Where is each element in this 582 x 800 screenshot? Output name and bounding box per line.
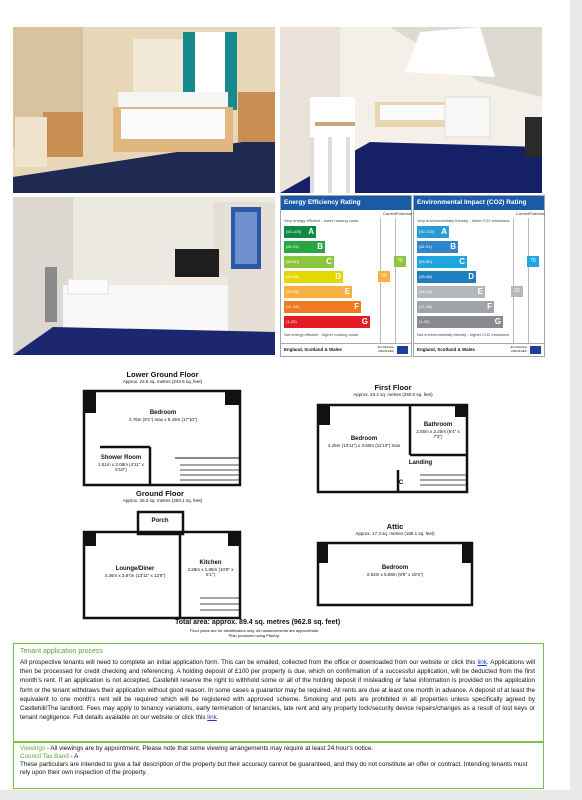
env-chart-title: Environmental Impact (CO2) Rating [414,196,544,210]
band-range: (39-54) [419,289,432,294]
room-porch [140,518,180,525]
band-range: (39-54) [286,289,299,294]
room-dims: 2.76m (9'1") max x 5.43m (17'10") [129,417,197,422]
band-range: (69-80) [419,259,432,264]
band-letter: C [326,257,332,266]
energy-potential-rating: 75 [394,256,406,267]
disclaimer-line: Plan produced using PlanUp. [228,633,281,638]
potential-col-label: Potential [529,211,545,216]
energy-bottom-note: Not energy efficient - higher running costs [284,332,358,337]
band-letter: D [468,272,474,281]
ground-floor-title: Ground Floor [136,489,184,498]
viewings-line [20,745,535,753]
council-text: - A [68,753,79,760]
band-letter: D [335,272,341,281]
band-range: (92-100) [286,229,302,234]
room-bedroom-first [324,436,404,448]
council-line [20,753,535,761]
band-letter: E [477,287,483,296]
full-details-link[interactable]: link [207,714,217,722]
attic-title: Attic [386,522,404,531]
energy-current-rating: 56 [378,271,390,282]
disclaimer-line: Floor plans are for identification only. All measurements are approximate. [190,628,320,633]
floorplan-disclaimer [190,628,319,638]
band-letter: B [317,242,323,251]
room-dims: 4.25m (13'11") x 3.60m (11'10") max [327,443,401,448]
room-name: Bathroom [423,422,453,428]
room-name: Shower Room [100,455,142,461]
room-dims: 1.51m x 2.08m (4'11" x 6'10") [98,462,144,472]
room-landing [398,460,443,467]
tenant-text: . [216,714,219,722]
band-letter: A [308,227,314,236]
lower-ground-area: Approx. 22.6 sq. metres (243.6 sq. feet) [122,379,203,384]
room-dims: 2.94m x 5.88m (9'8" x 19'3") [366,572,424,577]
band-letter: F [354,302,359,311]
env-bottom-note: Not environmentally friendly - higher CO2 emissions [417,332,510,337]
band-range: (55-68) [419,274,432,279]
tenant-text: All prospective tenants will need to complete an initial application form. This can be emailed, collected from the office or downloaded from our website or click this [20,659,478,666]
room-name: Bedroom [381,565,409,571]
energy-region: England, Scotland & Wales [284,347,342,352]
current-col-label: Current [383,211,397,216]
application-form-link[interactable]: link [477,659,487,666]
current-col-label: Current [516,211,530,216]
room-shower [96,455,146,472]
ground-floor-area: Approx. 26.3 sq. metres (283.1 sq. feet) [122,498,203,503]
room-name: Kitchen [199,560,222,566]
room-bathroom [412,422,464,439]
energy-directive: EU Directive 2002/91/EC [377,345,395,353]
tenant-heading: Tenant application process [20,648,103,655]
tenant-paragraph [20,658,535,722]
room-bedroom-lower [118,410,208,422]
room-name: Landing [408,460,433,466]
band-letter: C [459,257,465,266]
attic-area: Approx. 17.3 sq. metres (186.1 sq. feet) [355,531,435,536]
viewings-label: Viewings [20,745,46,752]
band-range: (81-91) [286,244,299,249]
band-range: (21-38) [419,304,432,309]
band-range: (69-80) [286,259,299,264]
first-floor-area: Approx. 23.2 sq. metres (250.0 sq. feet) [353,392,433,397]
band-letter: G [361,317,368,326]
env-top-note: Very environmentally friendly - lower CO2 emissions [417,218,510,223]
room-name: Bedroom [350,436,378,442]
band-range: (21-38) [286,304,299,309]
tenant-application-box [13,643,544,743]
energy-top-note: Very energy efficient - lower running costs [284,218,359,223]
potential-col-label: Potential [396,211,412,216]
room-dims: 2.55m x 2.20m (8'4" x 7'3") [416,429,460,439]
env-directive: EU Directive 2002/91/EC [510,345,528,353]
council-label: Council Tax Band [20,753,69,760]
band-letter: E [344,287,350,296]
lower-ground-title: Lower Ground Floor [126,370,199,379]
band-range: (81-91) [419,244,432,249]
energy-chart-title: Energy Efficiency Rating [281,196,411,210]
room-cupboard [396,480,406,487]
band-letter: F [487,302,492,311]
band-range: (1-20) [419,319,430,324]
total-area: Total area: approx. 89.4 sq. metres (962.8 sq. feet) [175,619,341,626]
room-name: Bedroom [149,410,177,416]
env-current-rating: 52 [511,286,523,297]
band-letter: B [450,242,456,251]
page-edge-bottom [0,790,582,800]
room-name: C [398,480,404,486]
band-letter: G [494,317,501,326]
room-name: Lounge/Diner [115,566,155,572]
band-range: (92-100) [419,229,435,234]
room-lounge [95,566,175,578]
room-bedroom-attic [350,565,440,577]
particulars-text: These particulars are intended to give a fair description of the property but their accuracy cannot be guaranteed, and they do not constitute an offer or contract. Intending tenants must rely upon their own inspection of the property. [20,761,528,777]
band-range: (55-68) [286,274,299,279]
room-name: Porch [151,518,169,524]
room-dims: 4.26m x 3.87m (13'11" x 12'8") [104,573,166,578]
room-kitchen [183,560,238,577]
viewings-text: - All viewings are by appointment. Please note that some viewing arrangements may require at least 24 hour's notice. [45,745,374,752]
first-floor-title: First Floor [374,383,412,392]
env-region: England, Scotland & Wales [417,347,475,352]
room-dims: 3.28m x 1.85m (10'9" x 6'1") [187,567,234,577]
env-potential-rating: 76 [527,256,539,267]
band-range: (1-20) [286,319,297,324]
band-letter: A [441,227,447,236]
tenant-text: . Applications will then be processed for credit checking and referencing. A holding deposit of £100 per property is due, which on confirmation of a successful application, will be deducted from the first month's rent. If an application is not accepted, Castlehill reserve the right to withhold some or all of the holding deposit if misleading or false information is provided on the application form or the tenant withdraws their application without good reason. In some cases a guarantor may be required. All rents are due at least one month in advance. A deposit of at least the equivalent to one month's rent will be required which will be registered with approved scheme. Smoking and pets are prohibited in all properties unless specifically agreed by Castlehill/The landlord. Fees may apply to tenancy variations, early termination of tenancies, late rent and any property lock/security device repairs/changes as a result of lost keys or tenant negligence. Full details available on our website or click this [20,659,535,722]
viewings-box [13,741,544,789]
